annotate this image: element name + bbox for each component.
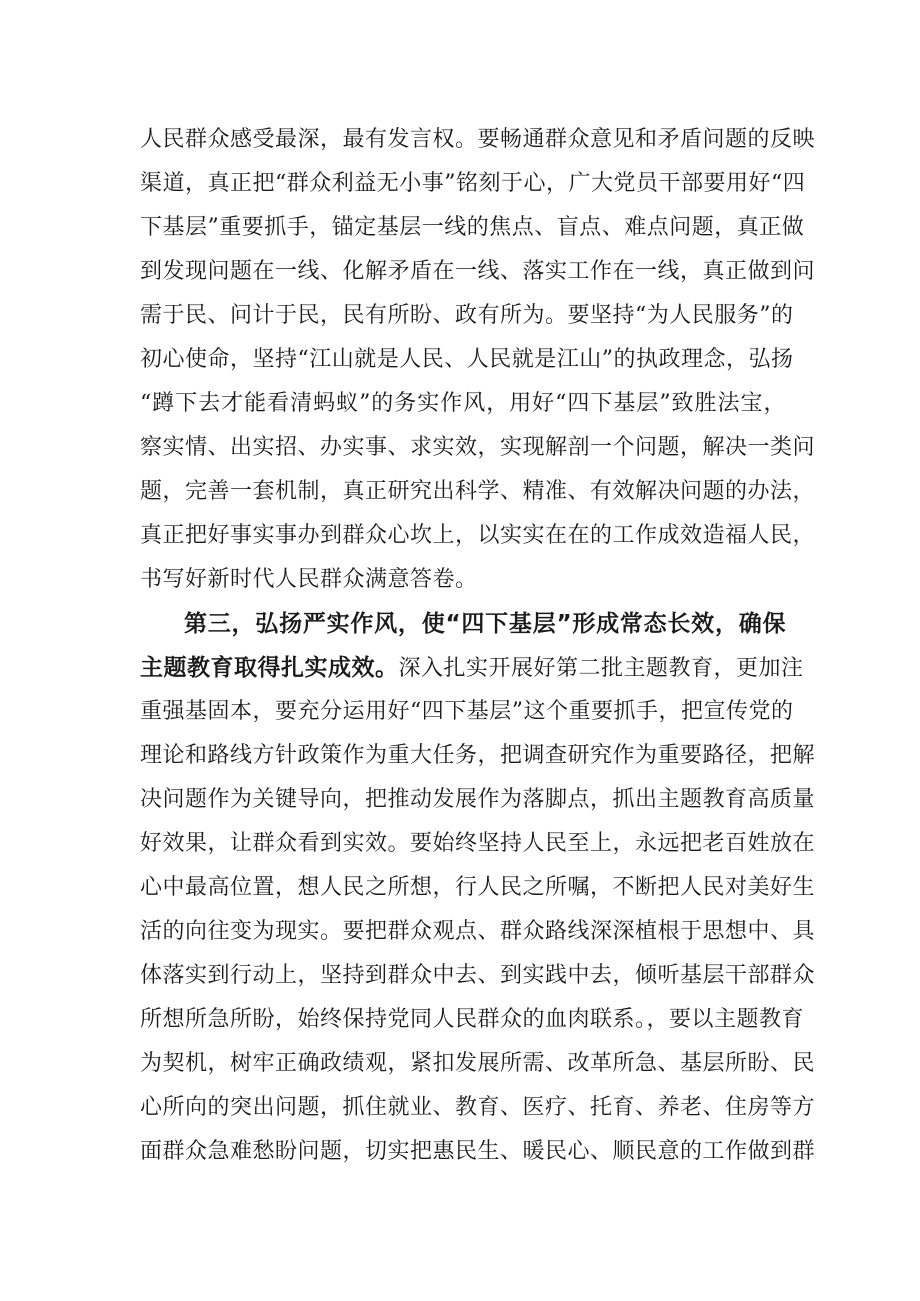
text-line: 需于民、问计于民，民有所盼、政有所为。要坚持“为人民服务”的 [140,303,794,328]
text-line: 渠道，真正把“群众利益无小事”铭刻于心，广大党员干部要用好“四 [140,171,806,196]
text-line: 为契机，树牢正确政绩观，紧扣发展所需、改革所急、基层所盼、民 [140,1051,816,1076]
text-line: 心所向的突出问题，抓住就业、教育、医疗、托育、养老、住房等方 [140,1095,816,1120]
text-line: 所想所急所盼，始终保持党同人民群众的血肉联系。，要以主题教育 [140,1007,805,1032]
text-line: 好效果，让群众看到实效。要始终坚持人民至上，永远把老百姓放在 [140,831,816,856]
text-span: 深入扎实开展好第二批主题教育，更加注 [398,656,804,681]
text-line [140,651,804,685]
text-line: 体落实到行动上，坚持到群众中去、到实践中去，倾听基层干部群众 [140,963,816,988]
text-line: 察实情、出实招、办实事、求实效，实现解剖一个问题，解决一类问 [140,435,816,460]
text-line: 初心使命，坚持“江山就是人民、人民就是江山”的执政理念，弘扬 [140,347,794,372]
text-line: 题，完善一套机制，真正研究出科学、精准、有效解决问题的办法， [140,479,816,504]
text-line: “蹲下去才能看清蚂蚁”的务实作风，用好“四下基层”致胜法宝， [140,391,786,416]
section-heading: 第三，弘扬严实作风，使“四下基层”形成常态长效，确保 [184,611,786,637]
text-line: 心中最高位置，想人民之所想，行人民之所嘱，不断把人民对美好生 [140,875,816,900]
text-line: 到发现问题在一线、化解矛盾在一线、落实工作在一线，真正做到问 [140,259,816,284]
text-line: 真正把好事实事办到群众心坎上，以实实在在的工作成效造福人民， [140,523,816,548]
section-heading-continuation: 主题教育取得扎实成效。 [140,655,399,681]
text-line: 决问题作为关键导向，把推动发展作为落脚点，抓出主题教育高质量 [140,787,816,812]
text-line: 书写好新时代人民群众满意答卷。 [140,567,478,592]
text-line: 活的向往变为现实。要把群众观点、群众路线深深植根于思想中、具 [140,919,816,944]
text-line: 重强基固本，要充分运用好“四下基层”这个重要抓手，把宣传党的 [140,699,794,724]
text-line: 下基层”重要抓手，锚定基层一线的焦点、盲点、难点问题，真正做 [140,215,805,240]
text-line: 理论和路线方针政策作为重大任务，把调查研究作为重要路径，把解 [140,743,816,768]
text-line: 面群众急难愁盼问题，切实把惠民生、暖民心、顺民意的工作做到群 [140,1139,816,1164]
text-line: 人民群众感受最深，最有发言权。要畅通群众意见和矛盾问题的反映 [140,127,816,152]
